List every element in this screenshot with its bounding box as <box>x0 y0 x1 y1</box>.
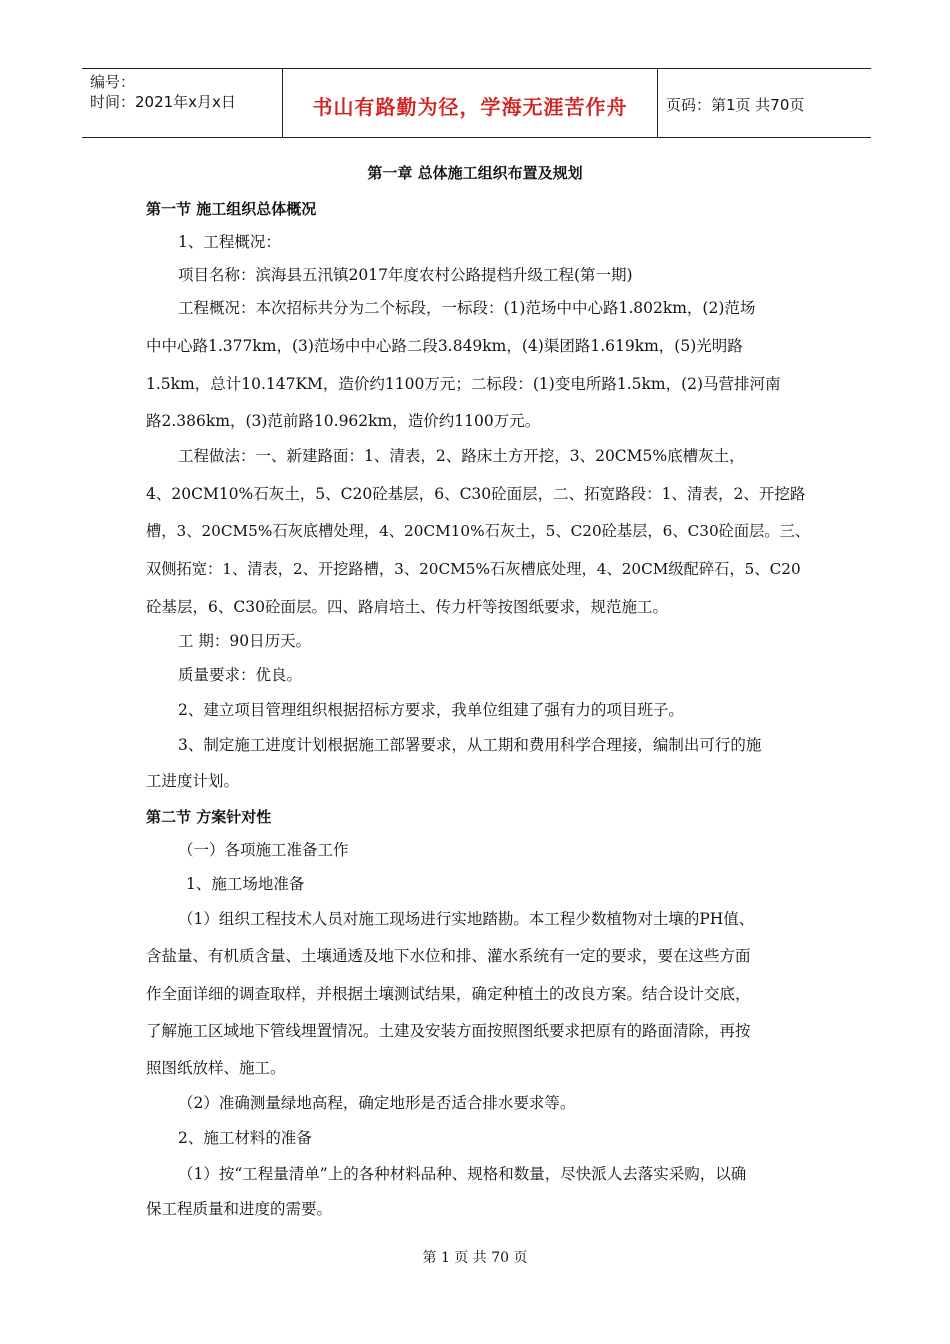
paragraph-line: （1）按“工程量清单”上的各种材料品种、规格和数量，尽快派人去落实采购，以确 <box>178 1165 747 1183</box>
paragraph-line: 质量要求：优良。 <box>178 666 303 684</box>
header-motto-cell <box>282 69 658 137</box>
paragraph-line: 工程概况：本次招标共分为二个标段，一标段：(1)范场中中心路1.802km，(2)范场 <box>178 299 756 317</box>
section-title: 第二节 方案针对性 <box>146 808 272 826</box>
paragraph-line: 槽，3、20CM5%石灰底槽处理，4、20CM10%石灰土，5、C20砼基层，6、C30砼面层。三、 <box>146 522 811 540</box>
paragraph-line: 1.5km，总计10.147KM，造价约1100万元；二标段：(1)变电所路1.5km，(2)马营排河南 <box>146 375 781 393</box>
paragraph-line: （1）组织工程技术人员对施工现场进行实地踏勘。本工程少数植物对土壤的PH值、 <box>178 910 755 928</box>
paragraph-line: 工程做法：一、新建路面：1、清表，2、路床土方开挖，3、20CM5%底槽灰土， <box>178 447 745 465</box>
paragraph-line: 2、建立项目管理组织根据招标方要求，我单位组建了强有力的项目班子。 <box>178 701 684 719</box>
header-table <box>82 68 871 138</box>
document-number-label: 编号： <box>90 73 136 91</box>
paragraph-line: 1、施工场地准备 <box>186 875 305 893</box>
section-title: 第一节 施工组织总体概况 <box>146 200 317 218</box>
paragraph-line: 路2.386km，(3)范前路10.962km，造价约1100万元。 <box>146 412 541 430</box>
paragraph-line: 双侧拓宽：1、清表，2、开挖路槽，3、20CM5%石灰槽底处理，4、20CM级配碎石，5、C20 <box>146 560 801 578</box>
header-motto: 书山有路勤为径，学海无涯苦作舟 <box>312 95 628 119</box>
header-left-cell <box>82 69 282 137</box>
paragraph-line: 中中心路1.377km，(3)范场中中心路二段3.849km，(4)渠团路1.619km，(5)光明路 <box>146 337 743 355</box>
paragraph-line: （2）准确测量绿地高程，确定地形是否适合排水要求等。 <box>178 1094 576 1112</box>
chapter-title: 第一章 总体施工组织布置及规划 <box>367 164 583 182</box>
paragraph-line: 工 期：90日历天。 <box>178 632 312 650</box>
paragraph-line: 3、制定施工进度计划根据施工部署要求，从工期和费用科学合理接，编制出可行的施 <box>178 736 762 754</box>
paragraph-line: 作全面详细的调查取样，并根据土壤测试结果，确定种植土的改良方案。结合设计交底， <box>146 985 751 1003</box>
header-page-info: 页码：第1页 共70页 <box>666 96 805 114</box>
paragraph-line: 照图纸放样、施工。 <box>146 1059 286 1077</box>
paragraph-line: 了解施工区域地下管线埋置情况。土建及安装方面按照图纸要求把原有的路面清除，再按 <box>146 1022 751 1040</box>
paragraph-line: 1、工程概况： <box>178 233 281 251</box>
paragraph-line: 砼基层，6、C30砼面层。四、路肩培土、传力杆等按图纸要求，规范施工。 <box>146 598 668 616</box>
paragraph-line: （一）各项施工准备工作 <box>178 841 349 859</box>
header-page-cell <box>658 69 871 137</box>
paragraph-line: 含盐量、有机质含量、土壤通透及地下水位和排、灌水系统有一定的要求，要在这些方面 <box>146 947 751 965</box>
paragraph-line: 工进度计划。 <box>146 772 240 790</box>
paragraph-line: 保工程质量和进度的需要。 <box>146 1200 333 1218</box>
document-date-label: 时间：2021年x月x日 <box>90 93 236 111</box>
paragraph-line: 2、施工材料的准备 <box>178 1129 312 1147</box>
page-footer: 第 1 页 共 70 页 <box>422 1250 528 1266</box>
paragraph-line: 项目名称：滨海县五汛镇2017年度农村公路提档升级工程(第一期) <box>178 266 633 284</box>
paragraph-line: 4、20CM10%石灰土，5、C20砼基层，6、C30砼面层，二、拓宽路段：1、清表，2、开挖路 <box>146 485 806 503</box>
